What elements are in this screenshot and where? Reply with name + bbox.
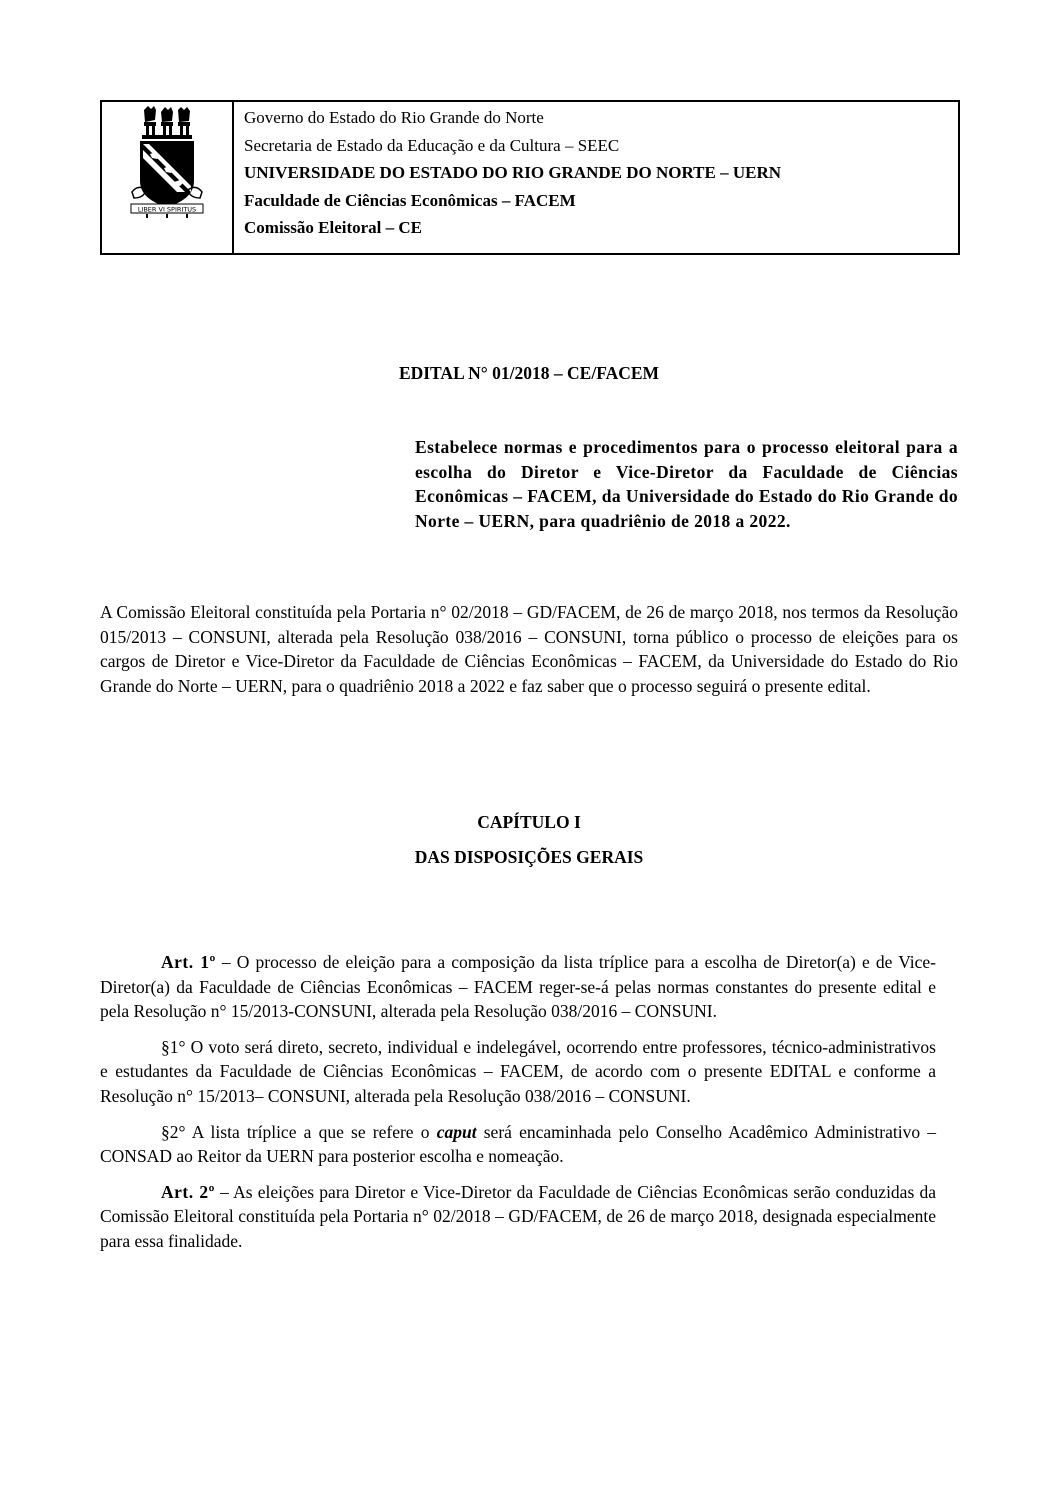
document-summary: Estabelece normas e procedimentos para o processo eleitoral para a escolha do Diretor e Vice-Diretor da Faculdade de Ciências Econômicas – FACEM, da Universidade do Estado do Rio Grande do Norte – UERN, para quadriênio de 2018 a 2022. [415, 437, 958, 531]
header-faculty: Faculdade de Ciências Econômicas – FACEM [244, 190, 576, 210]
letterhead-text [244, 104, 944, 242]
caput-term: caput [436, 1121, 477, 1142]
letterhead-box [100, 100, 960, 255]
article-2-text: – As eleições para Diretor e Vice-Diretor da Faculdade de Ciências Econômicas serão conduzidas da Comissão Eleitoral constituída pela Portaria n° 02/2018 – GD/FACEM, de 26 de março 2018, designada especialmente para essa finalidade. [100, 1181, 936, 1251]
article-2-label: Art. 2º [161, 1181, 215, 1202]
chapter-title: DAS DISPOSIÇÕES GERAIS [414, 847, 644, 867]
header-government: Governo do Estado do Rio Grande do Norte [244, 108, 544, 127]
article-1 [100, 950, 936, 1024]
chapter-number: CAPÍTULO I [477, 812, 581, 832]
header-commission: Comissão Eleitoral – CE [244, 218, 423, 238]
intro-paragraph: A Comissão Eleitoral constituída pela Portaria n° 02/2018 – GD/FACEM, de 26 de março 2018, nos termos da Resolução 015/2013 – CONSUNI, alterada pela Resolução 038/2016 – CONSUNI, torna público o processo de eleições para os cargos de Diretor e Vice-Diretor da Faculdade de Ciências Econômicas – FACEM, da Universidade do Estado do Rio Grande do Norte – UERN, para o quadriênio 2018 a 2022 e faz saber que o processo seguirá o presente edital. [100, 602, 958, 696]
paragraph-1-text: §1° O voto será direto, secreto, individual e indelegável, ocorrendo entre professores, técnico-administrativos e estudantes da Faculdade de Ciências Econômicas – FACEM, de acordo com o presente EDITAL e conforme a Resolução n° 15/2013– CONSUNI, alterada pela Resolução 038/2016 – CONSUNI. [100, 1036, 936, 1106]
logo-motto: LIBER VI SPIRITUS [137, 205, 197, 214]
article-1-label: Art. 1º [161, 952, 216, 972]
header-university: UNIVERSIDADE DO ESTADO DO RIO GRANDE DO NORTE – UERN [244, 163, 782, 183]
article-2 [100, 1180, 936, 1254]
logo-cell [102, 102, 234, 253]
paragraph-2-text-before: §2° A lista tríplice a que se refere o [161, 1121, 437, 1142]
header-secretariat: Secretaria de Estado da Educação e da Cultura – SEEC [244, 135, 620, 155]
uern-coat-of-arms-icon [130, 104, 204, 224]
paragraph-1 [100, 1035, 936, 1109]
paragraph-2 [100, 1120, 936, 1169]
paragraph-2-text-after: será encaminhada pelo Conselho Acadêmico Administrativo – CONSAD ao Reitor da UERN para posterior escolha e nomeação. [100, 1121, 936, 1167]
document-title: EDITAL N° 01/2018 – CE/FACEM [398, 363, 660, 383]
articles-section [100, 950, 936, 1265]
article-1-text: – O processo de eleição para a composição da lista tríplice para a escolha de Diretor(a) e de Vice-Diretor(a) da Faculdade de Ciências Econômicas – FACEM reger-se-á pelas normas constantes do presente edital e pela Resolução n° 15/2013-CONSUNI, alterada pela Resolução 038/2016 – CONSUNI. [100, 952, 937, 1022]
